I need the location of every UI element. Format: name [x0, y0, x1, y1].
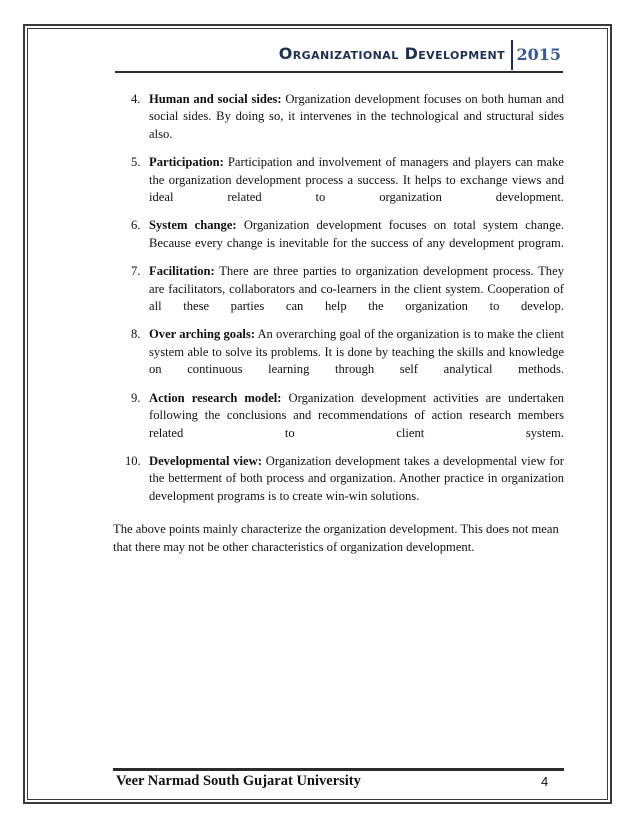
footer-university: Veer Narmad South Gujarat University — [116, 773, 361, 789]
item-number: 4. — [131, 92, 141, 106]
item-text: Organization development focuses on total system change. Because every change is inevitable for the success of any development program. — [149, 218, 564, 250]
item-number: 8. — [131, 327, 141, 342]
header-year: 2015 — [516, 45, 561, 64]
item-term: Participation: — [149, 155, 224, 170]
item-term: Human and social sides: — [149, 92, 282, 106]
header-title: Organizational Development — [278, 44, 505, 63]
list-item — [113, 390, 564, 442]
item-term: Developmental view: — [149, 453, 262, 468]
item-text: An overarching goal of the organization is to make the client system able to solve its problems. It is done by teaching the skills and knowledge on continuous learning through self analytical methods. — [149, 327, 564, 377]
list-item — [113, 91, 564, 143]
list-item — [113, 154, 564, 206]
header-rule — [115, 71, 563, 73]
item-number: 6. — [131, 218, 141, 233]
item-text: Organization development focuses on both human and social sides. By doing so, it intervenes in the technological and structural sides also. — [149, 92, 564, 141]
item-number: 7. — [131, 264, 141, 279]
closing-paragraph: The above points mainly characterize the organization development. This does not mean that there may not be other characteristics of organization development. — [113, 522, 559, 554]
page-header — [115, 40, 563, 70]
footer-rule — [113, 768, 564, 771]
item-text: Organization development activities are undertaken following the conclusions and recommendations of action research members related to client system. — [149, 390, 564, 440]
item-term: System change: — [149, 218, 237, 233]
item-text: Participation and involvement of managers and players can make the organization development process a success. It helps to exchange views and ideal related to organization development. — [149, 155, 564, 205]
list-item — [113, 326, 564, 378]
characteristics-list — [113, 91, 564, 505]
list-item — [113, 453, 564, 505]
item-text: Organization development takes a developmental view for the betterment of both process and organization. Another practice in organization development programs is to create win-win solutions. — [149, 453, 564, 503]
item-number: 9. — [131, 390, 141, 405]
item-term: Over arching goals: — [149, 327, 255, 342]
item-term: Facilitation: — [149, 264, 215, 279]
list-item — [113, 217, 564, 252]
item-number: 5. — [131, 155, 141, 170]
page-number: 4 — [541, 774, 549, 789]
list-item — [113, 263, 564, 315]
item-text: There are three parties to organization development process. They are facilitators, collaborators and co-learners in the client system. Cooperation of all these parties can help the organization to develop. — [149, 264, 564, 314]
document-body — [113, 91, 564, 556]
header-separator — [511, 40, 513, 70]
item-number: 10. — [125, 453, 141, 468]
item-term: Action research model: — [149, 390, 282, 405]
